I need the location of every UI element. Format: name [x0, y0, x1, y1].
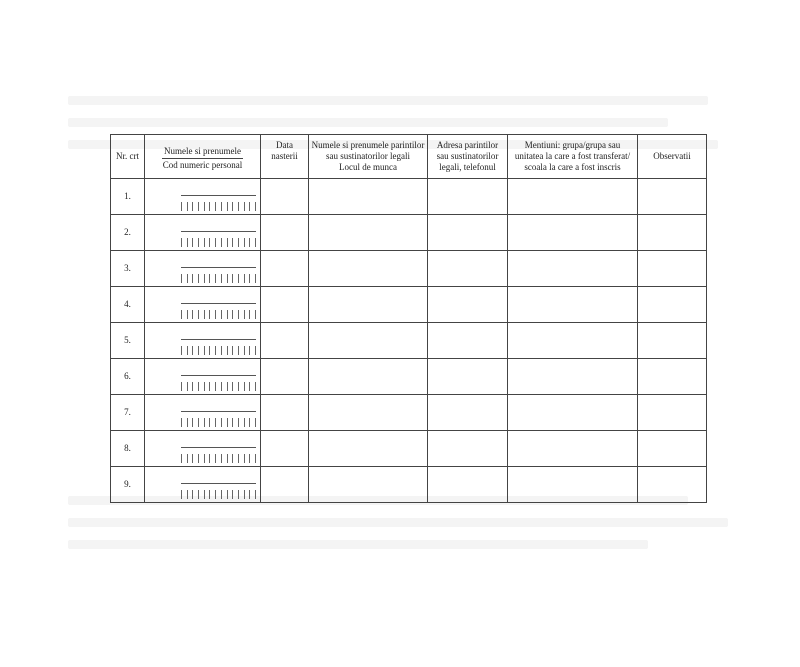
- header-mentions-line3: scoala la care a fost inscris: [524, 162, 621, 172]
- header-observations-label: Observatii: [653, 151, 691, 161]
- row-number: 5.: [111, 323, 145, 359]
- cnp-digit-boxes[interactable]: [181, 490, 256, 499]
- table-row: [111, 287, 707, 323]
- name-write-line: [181, 267, 256, 268]
- address-cell[interactable]: [428, 431, 508, 467]
- name-write-line: [181, 303, 256, 304]
- table-row: [111, 251, 707, 287]
- registry-form-table: [110, 134, 707, 503]
- header-parents-line1: Numele si prenumele parintilor: [311, 140, 425, 150]
- name-cnp-cell[interactable]: [145, 359, 261, 395]
- address-cell[interactable]: [428, 215, 508, 251]
- header-birthdate-line1: Data: [276, 140, 293, 150]
- observations-cell[interactable]: [638, 395, 707, 431]
- header-mentions-line2: unitatea la care a fost transferat/: [514, 151, 631, 161]
- cnp-digit-box[interactable]: [249, 310, 256, 319]
- cnp-digit-box[interactable]: [249, 454, 256, 463]
- table-row: [111, 395, 707, 431]
- observations-cell[interactable]: [638, 179, 707, 215]
- header-address-line3: legali, telefonul: [439, 162, 496, 172]
- header-mentions-line1: Mentiuni: grupa/grupa sau: [524, 140, 621, 150]
- name-cnp-cell[interactable]: [145, 287, 261, 323]
- cnp-digit-box[interactable]: [249, 346, 256, 355]
- name-cnp-cell[interactable]: [145, 251, 261, 287]
- mentions-cell[interactable]: [508, 359, 638, 395]
- header-address: [428, 135, 508, 179]
- observations-cell[interactable]: [638, 359, 707, 395]
- cnp-digit-box[interactable]: [249, 418, 256, 427]
- header-parents-line2: sau sustinatorilor legali: [326, 151, 410, 161]
- birthdate-cell[interactable]: [261, 215, 309, 251]
- name-write-line: [181, 483, 256, 484]
- table-row: [111, 323, 707, 359]
- observations-cell[interactable]: [638, 215, 707, 251]
- name-cnp-cell[interactable]: [145, 395, 261, 431]
- cnp-digit-boxes[interactable]: [181, 238, 256, 247]
- parents-cell[interactable]: [309, 467, 428, 503]
- cnp-digit-boxes[interactable]: [181, 202, 256, 211]
- header-name: [145, 135, 261, 179]
- address-cell[interactable]: [428, 287, 508, 323]
- name-cnp-cell[interactable]: [145, 215, 261, 251]
- birthdate-cell[interactable]: [261, 467, 309, 503]
- birthdate-cell[interactable]: [261, 251, 309, 287]
- header-parents: [309, 135, 428, 179]
- header-observations: [638, 135, 707, 179]
- observations-cell[interactable]: [638, 251, 707, 287]
- row-number: 8.: [111, 431, 145, 467]
- row-number: 4.: [111, 287, 145, 323]
- name-cnp-cell[interactable]: [145, 467, 261, 503]
- observations-cell[interactable]: [638, 323, 707, 359]
- cnp-digit-box[interactable]: [249, 274, 256, 283]
- header-parents-line3: Locul de munca: [339, 162, 397, 172]
- header-birthdate: [261, 135, 309, 179]
- mentions-cell[interactable]: [508, 251, 638, 287]
- name-write-line: [181, 447, 256, 448]
- cnp-digit-boxes[interactable]: [181, 454, 256, 463]
- birthdate-cell[interactable]: [261, 395, 309, 431]
- header-name-label: Numele si prenumele: [162, 146, 243, 159]
- birthdate-cell[interactable]: [261, 179, 309, 215]
- mentions-cell[interactable]: [508, 215, 638, 251]
- name-write-line: [181, 339, 256, 340]
- row-number: 7.: [111, 395, 145, 431]
- parents-cell[interactable]: [309, 359, 428, 395]
- header-nr-label: Nr. crt: [116, 151, 139, 161]
- mentions-cell[interactable]: [508, 467, 638, 503]
- name-cnp-cell[interactable]: [145, 323, 261, 359]
- row-number: 3.: [111, 251, 145, 287]
- birthdate-cell[interactable]: [261, 323, 309, 359]
- mentions-cell[interactable]: [508, 287, 638, 323]
- address-cell[interactable]: [428, 467, 508, 503]
- cnp-digit-box[interactable]: [249, 202, 256, 211]
- parents-cell[interactable]: [309, 431, 428, 467]
- cnp-digit-box[interactable]: [249, 238, 256, 247]
- address-cell[interactable]: [428, 251, 508, 287]
- row-number: 1.: [111, 179, 145, 215]
- birthdate-cell[interactable]: [261, 287, 309, 323]
- parents-cell[interactable]: [309, 287, 428, 323]
- mentions-cell[interactable]: [508, 323, 638, 359]
- parents-cell[interactable]: [309, 395, 428, 431]
- table-row: [111, 467, 707, 503]
- parents-cell[interactable]: [309, 251, 428, 287]
- address-cell[interactable]: [428, 395, 508, 431]
- address-cell[interactable]: [428, 179, 508, 215]
- parents-cell[interactable]: [309, 215, 428, 251]
- birthdate-cell[interactable]: [261, 431, 309, 467]
- header-nr: [111, 135, 145, 179]
- cnp-digit-boxes[interactable]: [181, 310, 256, 319]
- header-cnp-label: Cod numeric personal: [162, 160, 243, 170]
- cnp-digit-boxes[interactable]: [181, 382, 256, 391]
- name-write-line: [181, 195, 256, 196]
- name-cnp-cell[interactable]: [145, 179, 261, 215]
- observations-cell[interactable]: [638, 287, 707, 323]
- table-row: [111, 215, 707, 251]
- mentions-cell[interactable]: [508, 179, 638, 215]
- header-birthdate-line2: nasterii: [271, 151, 298, 161]
- cnp-digit-boxes[interactable]: [181, 418, 256, 427]
- cnp-digit-box[interactable]: [249, 490, 256, 499]
- parents-cell[interactable]: [309, 323, 428, 359]
- address-cell[interactable]: [428, 323, 508, 359]
- cnp-digit-boxes[interactable]: [181, 274, 256, 283]
- row-number: 2.: [111, 215, 145, 251]
- header-address-line2: sau sustinatorilor: [436, 151, 499, 161]
- table-row: [111, 431, 707, 467]
- observations-cell[interactable]: [638, 467, 707, 503]
- table-row: [111, 359, 707, 395]
- table-row: [111, 179, 707, 215]
- mentions-cell[interactable]: [508, 395, 638, 431]
- cnp-digit-boxes[interactable]: [181, 346, 256, 355]
- birthdate-cell[interactable]: [261, 359, 309, 395]
- observations-cell[interactable]: [638, 431, 707, 467]
- header-row: [111, 135, 707, 179]
- name-write-line: [181, 411, 256, 412]
- name-write-line: [181, 375, 256, 376]
- address-cell[interactable]: [428, 359, 508, 395]
- name-write-line: [181, 231, 256, 232]
- parents-cell[interactable]: [309, 179, 428, 215]
- row-number: 6.: [111, 359, 145, 395]
- mentions-cell[interactable]: [508, 431, 638, 467]
- header-address-line1: Adresa parintilor: [436, 140, 499, 150]
- header-mentions: [508, 135, 638, 179]
- name-cnp-cell[interactable]: [145, 431, 261, 467]
- row-number: 9.: [111, 467, 145, 503]
- cnp-digit-box[interactable]: [249, 382, 256, 391]
